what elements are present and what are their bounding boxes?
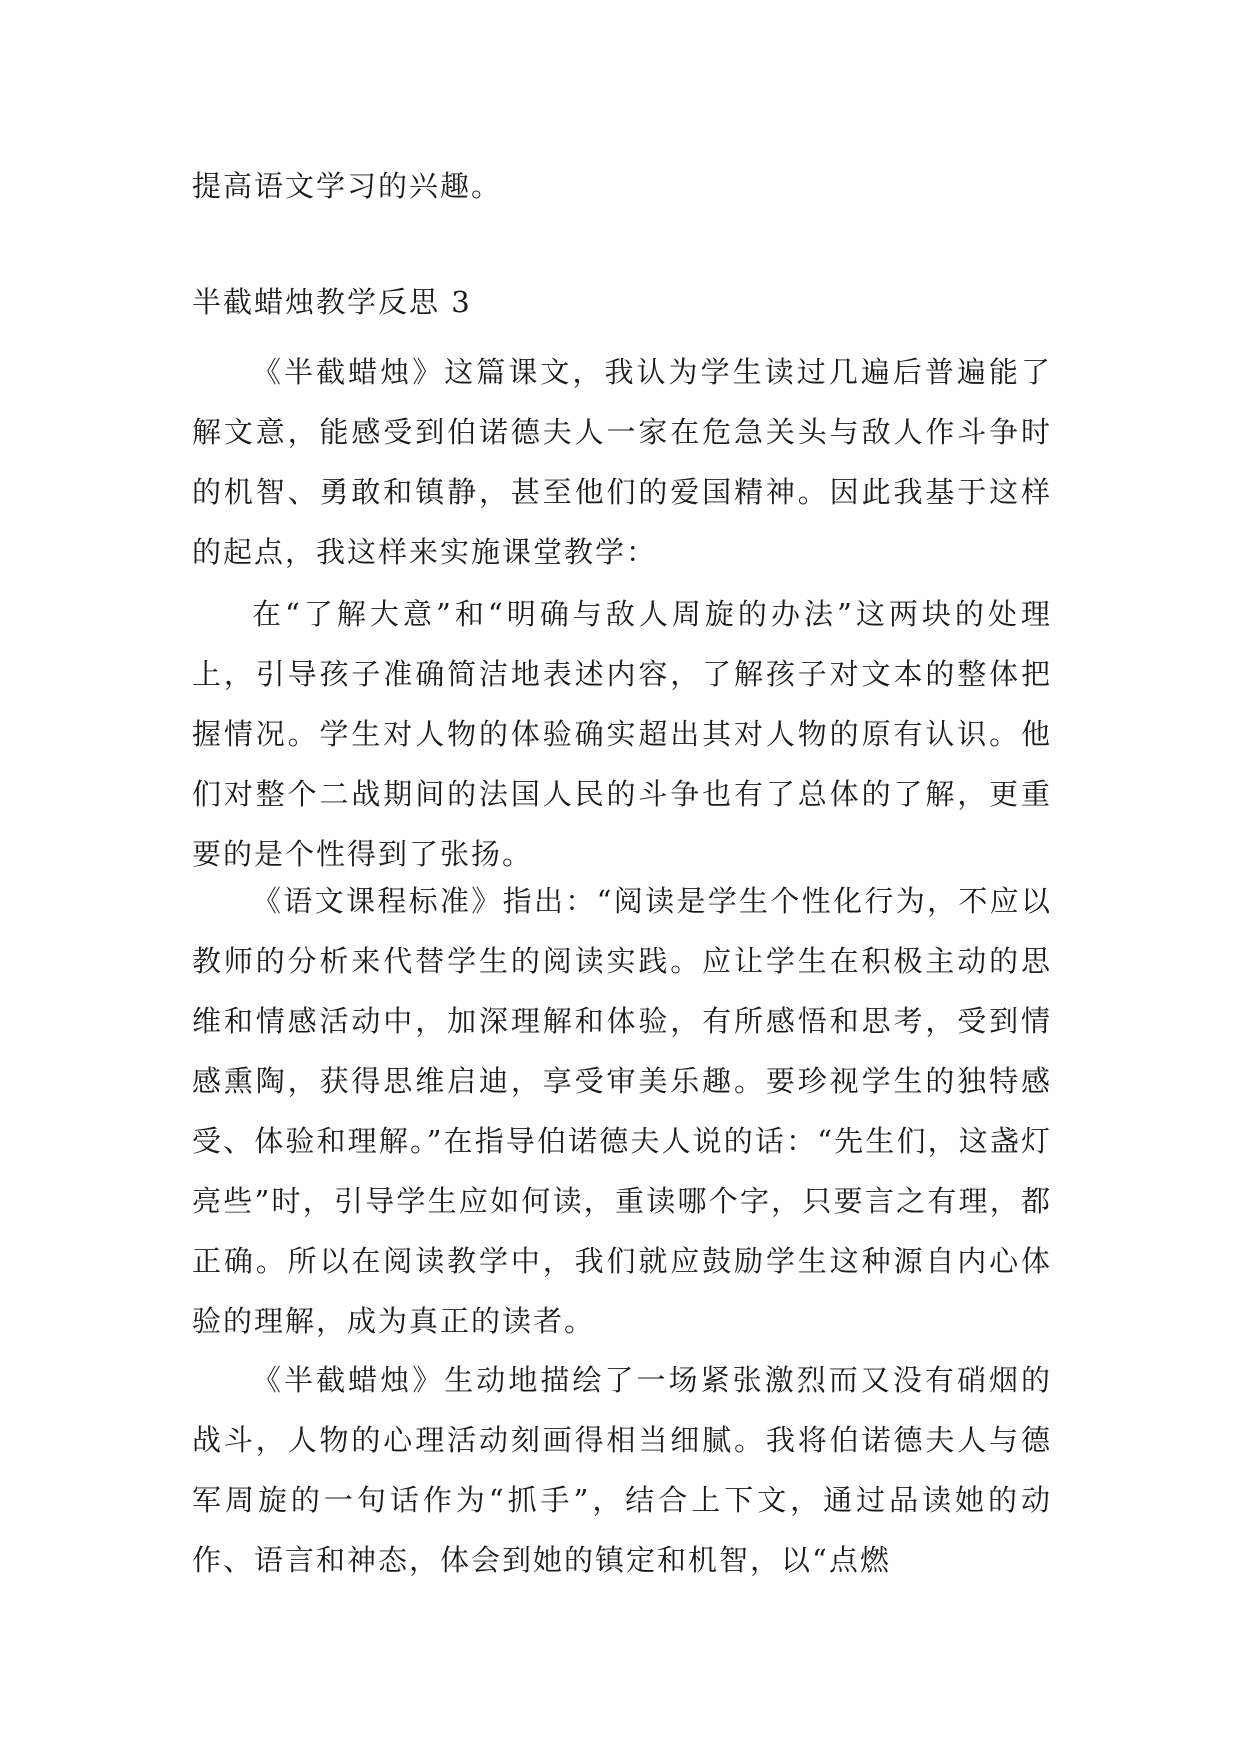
- continuation-line: 提高语文学习的兴趣。: [192, 169, 503, 203]
- section-title: 半截蜡烛教学反思 3: [192, 285, 472, 319]
- paragraph-4: 《半截蜡烛》生动地描绘了一场紧张激烈而又没有硝烟的战斗，人物的心理活动刻画得相当细腻。我将伯诺德夫人与德军周旋的一句话作为“抓手”，结合上下文，通过品读她的动作、语言和神态，体会到她的镇定和机智，以“点燃: [192, 1363, 1052, 1577]
- paragraph-3: 《语文课程标准》指出：“阅读是学生个性化行为，不应以教师的分析来代替学生的阅读实践。应让学生在积极主动的思维和情感活动中，加深理解和体验，有所感悟和思考，受到情感熏陶，获得思维启迪，享受审美乐趣。要珍视学生的独特感受、体验和理解。”在指导伯诺德夫人说的话：“先生们，这盏灯亮些”时，引导学生应如何读，重读哪个字，只要言之有理，都正确。所以在阅读教学中，我们就应鼓励学生这种源自内心体验的理解，成为真正的读者。: [192, 884, 1052, 1338]
- paragraph-2: 在“了解大意”和“明确与敌人周旋的办法”这两块的处理上，引导孩子准确简洁地表述内容，了解孩子对文本的整体把握情况。学生对人物的体验确实超出其对人物的原有认识。他们对整个二战期间的法国人民的斗争也有了总体的了解，更重要的是个性得到了张扬。: [192, 597, 1052, 871]
- paragraph-1: 《半截蜡烛》这篇课文，我认为学生读过几遍后普遍能了解文意，能感受到伯诺德夫人一家在危急关头与敌人作斗争时的机智、勇敢和镇静，甚至他们的爱国精神。因此我基于这样的起点，我这样来实施课堂教学：: [192, 355, 1052, 569]
